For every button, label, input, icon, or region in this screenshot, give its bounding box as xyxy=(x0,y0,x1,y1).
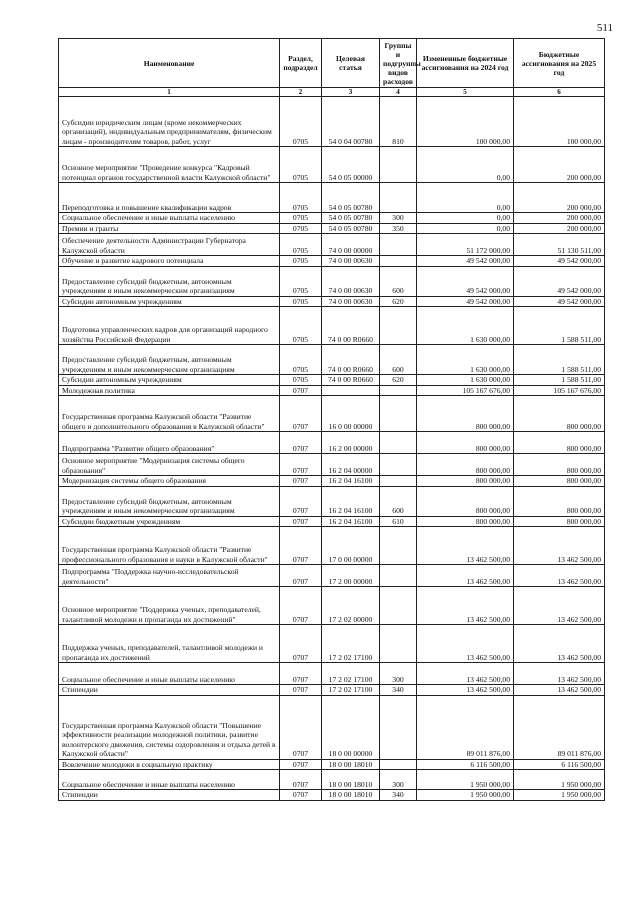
row-amount-2025: 89 011 876,00 xyxy=(514,695,605,759)
row-amount-2025: 1 950 000,00 xyxy=(514,770,605,790)
row-amount-2025: 200 000,00 xyxy=(514,223,605,234)
row-target: 54 0 05 00780 xyxy=(322,223,380,234)
table-row xyxy=(59,770,605,790)
row-target: 74 0 00 00630 xyxy=(322,256,380,267)
row-amount-2025: 13 462 500,00 xyxy=(514,685,605,696)
row-target: 74 0 00 R0660 xyxy=(322,345,380,375)
column-number: 3 xyxy=(322,88,380,97)
row-target: 16 2 04 16100 xyxy=(322,476,380,487)
table-row xyxy=(59,486,605,516)
table-row xyxy=(59,234,605,256)
row-amount-2025: 13 462 500,00 xyxy=(514,527,605,565)
row-target: 18 0 00 18010 xyxy=(322,790,380,801)
row-amount-2024: 1 950 000,00 xyxy=(417,790,514,801)
row-amount-2024: 49 542 000,00 xyxy=(417,256,514,267)
row-group: 300 xyxy=(380,213,417,224)
row-amount-2025: 13 462 500,00 xyxy=(514,587,605,625)
table-row xyxy=(59,432,605,454)
row-target: 74 0 00 00630 xyxy=(322,266,380,296)
row-amount-2025: 49 542 000,00 xyxy=(514,266,605,296)
row-amount-2025: 105 167 676,00 xyxy=(514,385,605,396)
row-group xyxy=(380,565,417,587)
row-target: 74 0 00 00630 xyxy=(322,296,380,307)
row-target: 16 2 04 00000 xyxy=(322,454,380,476)
row-name: Переподготовка и повышение квалификации кадров xyxy=(59,183,280,213)
row-amount-2024: 13 462 500,00 xyxy=(417,663,514,685)
table-row xyxy=(59,266,605,296)
row-group xyxy=(380,385,417,396)
row-group: 340 xyxy=(380,685,417,696)
row-amount-2024: 13 462 500,00 xyxy=(417,565,514,587)
row-amount-2024: 0,00 xyxy=(417,213,514,224)
row-group xyxy=(380,256,417,267)
row-target: 17 0 00 00000 xyxy=(322,527,380,565)
row-section: 0705 xyxy=(280,256,322,267)
row-target: 74 0 00 00000 xyxy=(322,234,380,256)
table-row xyxy=(59,587,605,625)
table-row xyxy=(59,565,605,587)
row-group xyxy=(380,625,417,663)
row-amount-2025: 49 542 000,00 xyxy=(514,256,605,267)
row-target: 17 2 02 17100 xyxy=(322,625,380,663)
row-amount-2024: 51 172 000,00 xyxy=(417,234,514,256)
row-group: 620 xyxy=(380,375,417,386)
row-section: 0705 xyxy=(280,266,322,296)
row-section: 0707 xyxy=(280,625,322,663)
table-row xyxy=(59,296,605,307)
row-amount-2024: 800 000,00 xyxy=(417,516,514,527)
row-group: 810 xyxy=(380,97,417,147)
header-section: Раздел, подраздел xyxy=(280,39,322,88)
row-amount-2025: 13 462 500,00 xyxy=(514,565,605,587)
row-name: Поддержка ученых, преподавателей, талантливой молодежи и пропаганда их достижений xyxy=(59,625,280,663)
table-row xyxy=(59,345,605,375)
row-section: 0707 xyxy=(280,790,322,801)
column-number: 2 xyxy=(280,88,322,97)
column-number: 6 xyxy=(514,88,605,97)
row-group xyxy=(380,454,417,476)
row-target: 18 0 00 18010 xyxy=(322,770,380,790)
row-amount-2025: 1 588 511,00 xyxy=(514,375,605,386)
table-row xyxy=(59,663,605,685)
row-name: Предоставление субсидий бюджетным, автономным учреждениям и иным некоммерческим организациям xyxy=(59,486,280,516)
row-name: Социальное обеспечение и иные выплаты населению xyxy=(59,213,280,224)
page-number: 511 xyxy=(596,22,613,34)
row-section: 0705 xyxy=(280,223,322,234)
row-section: 0707 xyxy=(280,516,322,527)
row-name: Подпрограмма "Поддержка научно-исследовательской деятельности" xyxy=(59,565,280,587)
row-target: 18 0 00 00000 xyxy=(322,695,380,759)
row-amount-2025: 200 000,00 xyxy=(514,213,605,224)
row-section: 0707 xyxy=(280,486,322,516)
row-target: 16 2 04 16100 xyxy=(322,516,380,527)
row-amount-2025: 800 000,00 xyxy=(514,476,605,487)
row-amount-2025: 800 000,00 xyxy=(514,432,605,454)
row-group: 600 xyxy=(380,266,417,296)
row-section: 0707 xyxy=(280,587,322,625)
row-group: 340 xyxy=(380,790,417,801)
row-target: 74 0 00 R0660 xyxy=(322,375,380,386)
row-group xyxy=(380,587,417,625)
row-amount-2024: 49 542 000,00 xyxy=(417,266,514,296)
row-name: Обучение и развитие кадрового потенциала xyxy=(59,256,280,267)
row-target: 54 0 04 00780 xyxy=(322,97,380,147)
table-row xyxy=(59,213,605,224)
row-amount-2025: 13 462 500,00 xyxy=(514,663,605,685)
row-amount-2024: 800 000,00 xyxy=(417,396,514,432)
row-amount-2025: 800 000,00 xyxy=(514,486,605,516)
row-name: Государственная программа Калужской области "Повышение эффективности реализации молодежной политики, развитие волонтерского движения, системы оздоровления и отдыха детей в Калужской области" xyxy=(59,695,280,759)
row-section: 0707 xyxy=(280,695,322,759)
row-amount-2024: 1 950 000,00 xyxy=(417,770,514,790)
row-group: 610 xyxy=(380,516,417,527)
row-section: 0705 xyxy=(280,375,322,386)
row-target: 17 2 02 17100 xyxy=(322,685,380,696)
header-row xyxy=(59,39,605,88)
row-target: 74 0 00 R0660 xyxy=(322,307,380,345)
row-group: 300 xyxy=(380,770,417,790)
row-amount-2025: 1 588 511,00 xyxy=(514,345,605,375)
row-amount-2024: 6 116 500,00 xyxy=(417,759,514,770)
row-name: Основное мероприятие "Поддержка ученых, преподавателей, талантливой молодежи и пропаганда их достижений" xyxy=(59,587,280,625)
row-group: 620 xyxy=(380,296,417,307)
row-name: Стипендии xyxy=(59,685,280,696)
row-section: 0705 xyxy=(280,307,322,345)
row-group xyxy=(380,396,417,432)
header-groups: Группы и подгруппы видов расходов xyxy=(380,39,417,88)
table-row xyxy=(59,375,605,386)
row-target: 17 2 02 00000 xyxy=(322,587,380,625)
row-amount-2025: 49 542 000,00 xyxy=(514,296,605,307)
header-target: Целевая статья xyxy=(322,39,380,88)
row-name: Премии и гранты xyxy=(59,223,280,234)
table-row xyxy=(59,759,605,770)
row-name: Социальное обеспечение и иные выплаты населению xyxy=(59,663,280,685)
table-row xyxy=(59,685,605,696)
row-section: 0707 xyxy=(280,565,322,587)
row-amount-2024: 0,00 xyxy=(417,223,514,234)
row-group xyxy=(380,527,417,565)
row-name: Молодежная политика xyxy=(59,385,280,396)
column-number-row xyxy=(59,88,605,97)
table-body xyxy=(59,97,605,801)
header-name: Наименование xyxy=(59,39,280,88)
row-amount-2024: 13 462 500,00 xyxy=(417,685,514,696)
row-name: Основное мероприятие "Проведение конкурса "Кадровый потенциал органов государственной власти Калужской области" xyxy=(59,147,280,183)
row-target: 54 0 05 00780 xyxy=(322,183,380,213)
row-target: 54 0 05 00000 xyxy=(322,147,380,183)
row-group xyxy=(380,432,417,454)
row-section: 0707 xyxy=(280,396,322,432)
table-row xyxy=(59,516,605,527)
row-amount-2024: 0,00 xyxy=(417,147,514,183)
row-amount-2024: 13 462 500,00 xyxy=(417,587,514,625)
row-target: 16 2 00 00000 xyxy=(322,432,380,454)
row-name: Обеспечение деятельности Администрации Губернатора Калужской области xyxy=(59,234,280,256)
table-row xyxy=(59,147,605,183)
row-section: 0707 xyxy=(280,432,322,454)
table-row xyxy=(59,790,605,801)
row-name: Модернизация системы общего образования xyxy=(59,476,280,487)
row-target: 16 0 00 00000 xyxy=(322,396,380,432)
table-row xyxy=(59,385,605,396)
row-amount-2025: 800 000,00 xyxy=(514,516,605,527)
row-name: Вовлечение молодежи в социальную практику xyxy=(59,759,280,770)
column-number: 1 xyxy=(59,88,280,97)
row-target: 18 0 00 18010 xyxy=(322,759,380,770)
row-name: Предоставление субсидий бюджетным, автономным учреждениям и иным некоммерческим организациям xyxy=(59,345,280,375)
row-amount-2024: 0,00 xyxy=(417,183,514,213)
table-row xyxy=(59,97,605,147)
row-group xyxy=(380,147,417,183)
row-group: 300 xyxy=(380,663,417,685)
row-amount-2024: 1 630 000,00 xyxy=(417,375,514,386)
row-name: Подготовка управленческих кадров для организаций народного хозяйства Российской Федерации xyxy=(59,307,280,345)
row-name: Субсидии автономным учреждениям xyxy=(59,375,280,386)
row-name: Социальное обеспечение и иные выплаты населению xyxy=(59,770,280,790)
row-name: Субсидии бюджетным учреждениям xyxy=(59,516,280,527)
row-name: Субсидии юридическим лицам (кроме некоммерческих организаций), индивидуальным предпринимателям, физическим лицам - производителям товаров, работ, услуг xyxy=(59,97,280,147)
row-group: 600 xyxy=(380,345,417,375)
row-amount-2024: 105 167 676,00 xyxy=(417,385,514,396)
row-amount-2024: 800 000,00 xyxy=(417,476,514,487)
row-amount-2025: 1 950 000,00 xyxy=(514,790,605,801)
row-target: 54 0 05 00780 xyxy=(322,213,380,224)
row-group xyxy=(380,695,417,759)
row-amount-2024: 800 000,00 xyxy=(417,432,514,454)
row-name: Подпрограмма "Развитие общего образования" xyxy=(59,432,280,454)
table-row xyxy=(59,307,605,345)
row-amount-2025: 800 000,00 xyxy=(514,396,605,432)
row-section: 0705 xyxy=(280,183,322,213)
column-number: 4 xyxy=(380,88,417,97)
row-section: 0707 xyxy=(280,454,322,476)
table-row xyxy=(59,695,605,759)
row-name: Субсидии автономным учреждениям xyxy=(59,296,280,307)
row-target: 16 2 04 16100 xyxy=(322,486,380,516)
row-section: 0705 xyxy=(280,147,322,183)
row-name: Основное мероприятие "Модернизация системы общего образования" xyxy=(59,454,280,476)
row-name: Государственная программа Калужской области "Развитие общего и дополнительного образования в Калужской области" xyxy=(59,396,280,432)
column-number: 5 xyxy=(417,88,514,97)
table-row xyxy=(59,454,605,476)
header-amount-2025: Бюджетные ассигнования на 2025 год xyxy=(514,39,605,88)
budget-table xyxy=(58,38,605,801)
row-section: 0707 xyxy=(280,759,322,770)
row-target: 17 2 02 17100 xyxy=(322,663,380,685)
row-group xyxy=(380,476,417,487)
row-amount-2024: 1 630 000,00 xyxy=(417,307,514,345)
row-group: 600 xyxy=(380,486,417,516)
row-amount-2024: 100 000,00 xyxy=(417,97,514,147)
row-target: 17 2 00 00000 xyxy=(322,565,380,587)
table-row xyxy=(59,476,605,487)
row-amount-2025: 6 116 500,00 xyxy=(514,759,605,770)
row-section: 0705 xyxy=(280,345,322,375)
row-name: Государственная программа Калужской области "Развитие профессионального образования и науки в Калужской области" xyxy=(59,527,280,565)
row-section: 0707 xyxy=(280,476,322,487)
row-section: 0707 xyxy=(280,663,322,685)
row-amount-2024: 13 462 500,00 xyxy=(417,527,514,565)
row-amount-2025: 200 000,00 xyxy=(514,183,605,213)
table-row xyxy=(59,527,605,565)
row-group xyxy=(380,759,417,770)
row-amount-2025: 200 000,00 xyxy=(514,147,605,183)
table-row xyxy=(59,396,605,432)
row-group xyxy=(380,234,417,256)
row-section: 0707 xyxy=(280,385,322,396)
row-amount-2025: 100 000,00 xyxy=(514,97,605,147)
row-amount-2024: 13 462 500,00 xyxy=(417,625,514,663)
row-name: Предоставление субсидий бюджетным, автономным учреждениям и иным некоммерческим организациям xyxy=(59,266,280,296)
row-amount-2024: 89 011 876,00 xyxy=(417,695,514,759)
row-section: 0705 xyxy=(280,213,322,224)
row-amount-2024: 49 542 000,00 xyxy=(417,296,514,307)
row-amount-2025: 51 130 511,00 xyxy=(514,234,605,256)
row-amount-2025: 1 588 511,00 xyxy=(514,307,605,345)
row-group xyxy=(380,183,417,213)
row-target xyxy=(322,385,380,396)
row-amount-2024: 1 630 000,00 xyxy=(417,345,514,375)
table-row xyxy=(59,256,605,267)
row-amount-2025: 800 000,00 xyxy=(514,454,605,476)
row-section: 0705 xyxy=(280,97,322,147)
row-section: 0705 xyxy=(280,296,322,307)
table-row xyxy=(59,183,605,213)
table-row xyxy=(59,625,605,663)
row-section: 0707 xyxy=(280,527,322,565)
table-row xyxy=(59,223,605,234)
row-amount-2024: 800 000,00 xyxy=(417,486,514,516)
row-amount-2025: 13 462 500,00 xyxy=(514,625,605,663)
row-amount-2024: 800 000,00 xyxy=(417,454,514,476)
row-name: Стипендии xyxy=(59,790,280,801)
header-amount-2024: Измененные бюджетные ассигнования на 2024 год xyxy=(417,39,514,88)
row-section: 0705 xyxy=(280,234,322,256)
row-section: 0707 xyxy=(280,685,322,696)
row-group: 350 xyxy=(380,223,417,234)
row-section: 0707 xyxy=(280,770,322,790)
row-group xyxy=(380,307,417,345)
